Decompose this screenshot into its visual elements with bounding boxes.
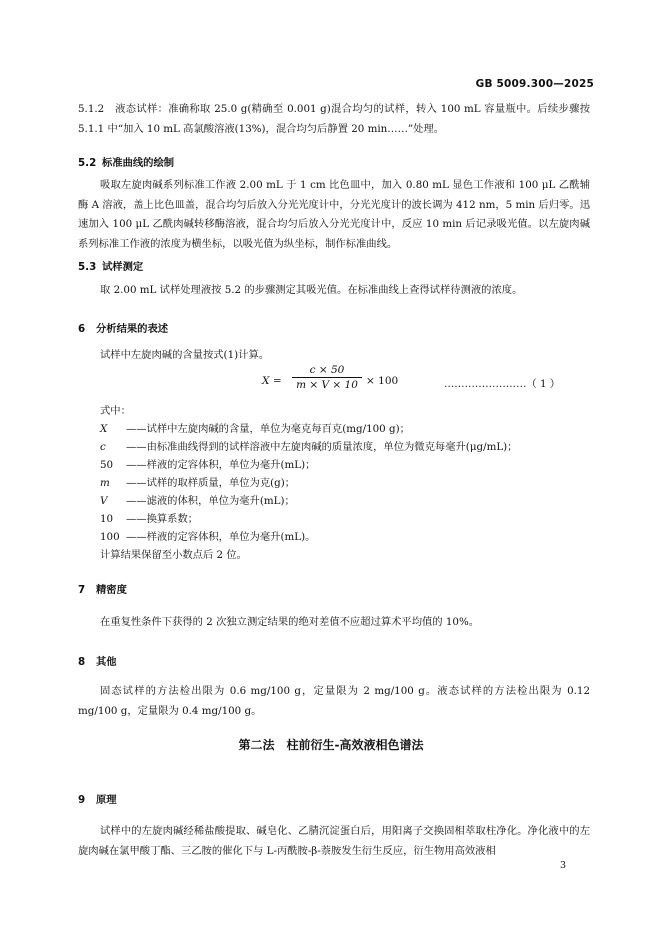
rounding-note: 计算结果保留至小数点后 2 位。 [100, 549, 247, 561]
section-9-heading [78, 791, 117, 806]
formula-denominator: m × V × 10 [296, 379, 358, 391]
section-number: 8 [78, 656, 86, 668]
section-7-heading [78, 581, 127, 596]
section-8-paragraph: 固态试样的方法检出限为 0.6 mg/100 g，定量限为 2 mg/100 g。液态试样的方法检出限为 0.12 mg/100 g，定量限为 0.4 mg/100 g。 [78, 685, 590, 717]
section-6-heading [78, 320, 168, 335]
variable-description: ——样液的定容体积，单位为毫升(mL)； [126, 459, 316, 471]
standard-code-header: GB 5009.300—2025 [475, 78, 594, 90]
section-title: 其他 [96, 656, 117, 668]
section-5-3-paragraph: 取 2.00 mL 试样处理液按 5.2 的步骤测定其吸光值。在标准曲线上查得试样待测液的浓度。 [100, 284, 523, 296]
variable-row-50 [100, 456, 315, 471]
formula-intro: 试样中左旋肉碱的含量按式(1)计算。 [100, 349, 270, 361]
section-5-2-heading [78, 154, 174, 169]
variable-row-c [100, 438, 517, 453]
section-number: 7 [78, 584, 86, 596]
method-2-title: 第二法 柱前衍生-高效液相色谱法 [238, 738, 424, 752]
section-title: 标准曲线的绘制 [102, 157, 175, 169]
page-number: 3 [559, 860, 566, 871]
section-text: 液态试样：准确称取 25.0 g(精确至 0.001 g)混合均匀的试样，转入 100 mL 容量瓶中。后续步骤按 5.1.1 中“加入 10 mL 高氯酸溶液(13%)，混合均匀后静置 20 min……”处理。 [78, 103, 591, 135]
section-8-heading [78, 653, 117, 668]
section-9-paragraph: 试样中的左旋肉碱经稀盐酸提取、碱皂化、乙腈沉淀蛋白后，用阳离子交换固相萃取柱净化。净化液中的左旋肉碱在氯甲酸丁酯、三乙胺的催化下与 L-丙酰胺-β-萘胺发生衍生反应，衍生物用高效液相 [78, 825, 590, 857]
formula-fraction [292, 364, 362, 391]
variable-row-v [100, 492, 295, 507]
section-title: 分析结果的表述 [96, 323, 169, 335]
section-5-2-paragraph: 吸取左旋肉碱系列标准工作液 2.00 mL 于 1 cm 比色皿中，加入 0.80 mL 显色工作液和 100 μL 乙酰辅酶 A 溶液，盖上比色皿盖，混合均匀后放入分光光度计中，分光光度计的波长调为 412 nm，5 min 后归零。迅速加入 100 μL 乙酰肉碱转移酶溶液，混合均匀后放入分光光度计中，反应 10 min 后记录吸光值。以左旋肉碱系列标准工作液的浓度为横坐标，以吸光值为纵坐标，制作标准曲线。 [78, 179, 590, 250]
variable-description: ——滤液的体积，单位为毫升(mL)； [126, 495, 295, 507]
variable-row-x [100, 420, 410, 435]
formula-lhs: X = [262, 375, 282, 387]
where-label: 式中： [100, 405, 131, 417]
section-5-1-2-paragraph [78, 100, 590, 139]
section-5-3-heading [78, 258, 143, 273]
variable-description: ——试样的取样质量，单位为克(g)； [126, 477, 296, 489]
equation-number: ……………………（ 1 ） [444, 378, 561, 390]
variable-row-10 [100, 510, 198, 525]
variable-row-m [100, 474, 295, 489]
section-title: 精密度 [96, 584, 127, 596]
section-title: 原理 [96, 794, 117, 806]
variable-symbol: V [100, 495, 108, 507]
section-number: 9 [78, 794, 86, 806]
section-number: 5.1.2 [78, 103, 105, 115]
section-title: 试样测定 [102, 261, 144, 273]
variable-symbol: 10 [100, 513, 114, 525]
variable-description: ——换算系数； [126, 513, 199, 525]
variable-row-100 [100, 528, 315, 543]
formula-tail: × 100 [366, 375, 399, 387]
variable-description: ——试样中左旋肉碱的含量，单位为毫克每百克(mg/100 g)； [126, 423, 410, 435]
section-number: 5.3 [78, 261, 97, 273]
variable-description: ——样液的定容体积，单位为毫升(mL)。 [126, 531, 316, 543]
variable-symbol: X [100, 423, 108, 435]
variable-symbol: 50 [100, 459, 114, 471]
variable-symbol: m [100, 477, 110, 489]
section-number: 6 [78, 323, 86, 335]
variable-description: ——由标准曲线得到的试样溶液中左旋肉碱的质量浓度，单位为微克每毫升(μg/mL)； [126, 441, 518, 453]
formula-numerator: c × 50 [292, 364, 362, 378]
variable-symbol: c [100, 441, 106, 453]
section-number: 5.2 [78, 157, 97, 169]
section-7-paragraph: 在重复性条件下获得的 2 次独立测定结果的绝对差值不应超过算术平均值的 10%。 [100, 616, 480, 628]
variable-symbol: 100 [100, 531, 120, 543]
